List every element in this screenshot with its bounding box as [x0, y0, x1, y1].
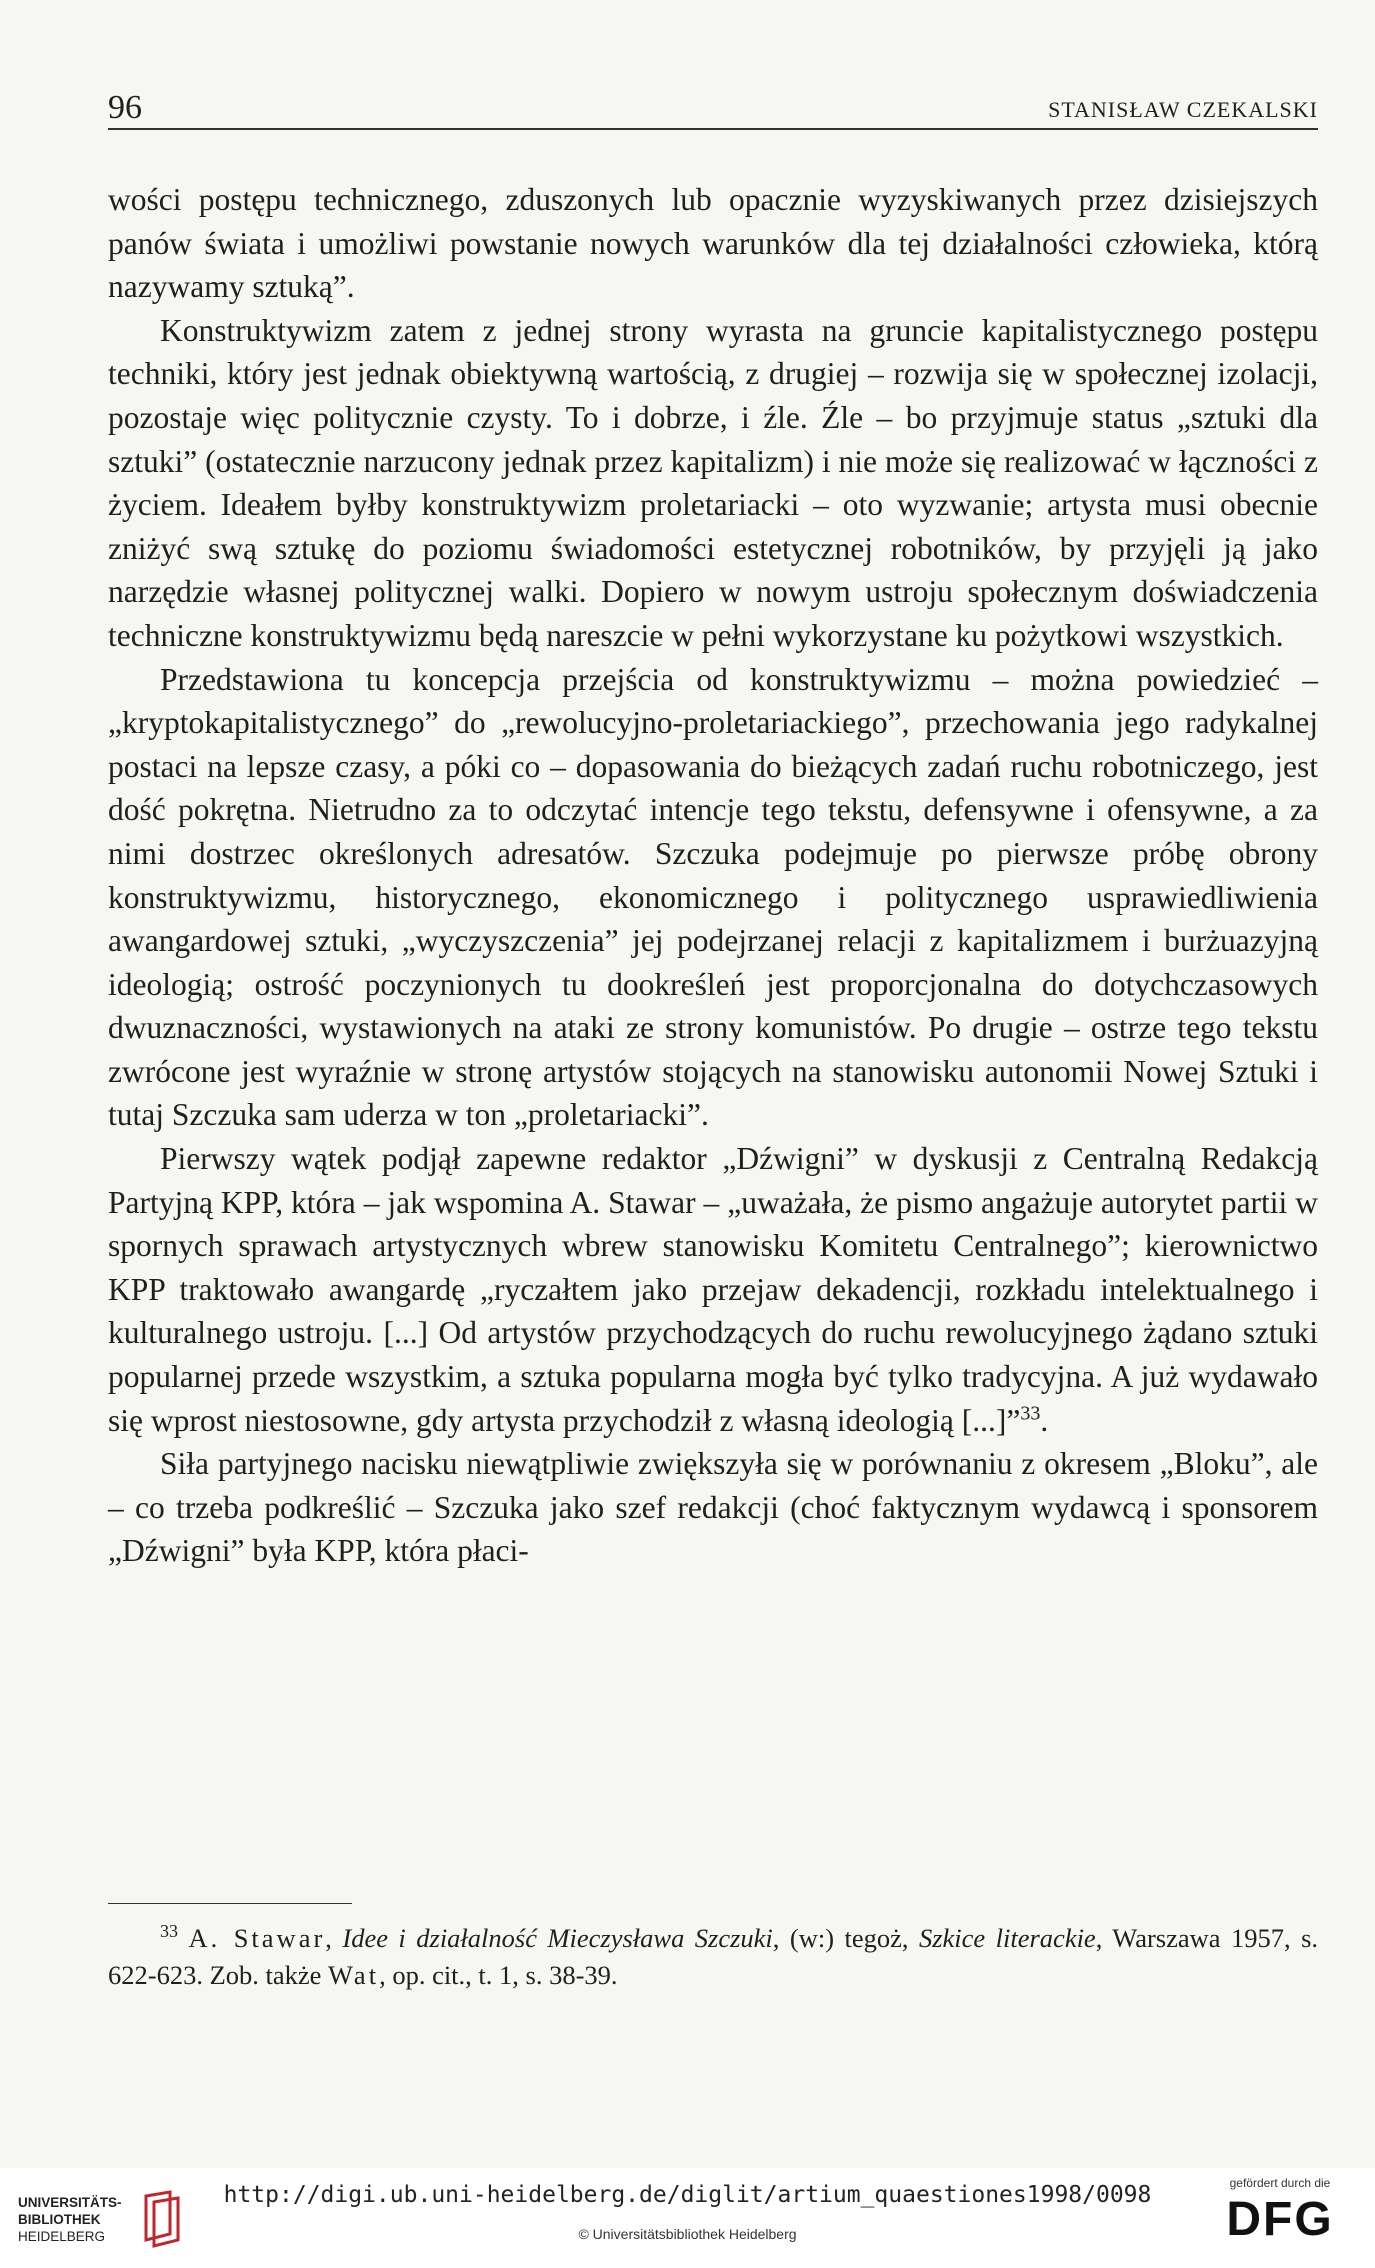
footnote-text-4: , op. cit., t. 1, s. 38-39. — [379, 1960, 618, 1990]
library-name-line-2: BIBLIOTHEK — [18, 2212, 101, 2227]
paragraph-2: Konstruktywizm zatem z jednej strony wyrasta na gruncie kapitalistycznego postępu techniki, który jest jednak obiektywną wartością, z drugiej – rozwija się w społecznej izolacji, pozostaje więc politycznie czysty. To i dobrze, i źle. Źle – bo przyjmuje status „sztuki dla sztuki” (ostatecznie narzucony jednak przez kapitalizm) i nie może się realizować w łączności z życiem. Ideałem byłby konstruktywizm proletariacki – oto wyzwanie; artysta musi obecnie zniżyć swą sztukę do poziomu świadomości estetycznej robotników, by przyjęli ją jako narzędzie własnej politycznej walki. Dopiero w nowym ustroju społecznym doświadczenia techniczne konstruktywizmu będą nareszcie w pełni wykorzystane ku pożytkowi wszystkich. — [108, 312, 1318, 653]
footnote-rule — [108, 1903, 352, 1904]
body-text — [108, 178, 1318, 1573]
dfg-caption: gefördert durch die — [1229, 2176, 1331, 2190]
footnote-title-1: Idee i działalność Mieczysława Szczuki — [342, 1923, 773, 1953]
paragraph-4-end: . — [1040, 1402, 1049, 1438]
footnote-author-2: Wat — [328, 1960, 380, 1990]
paragraph-3: Przedstawiona tu koncepcja przejścia od konstruktywizmu – można powiedzieć – „kryptokapitalistycznego” do „rewolucyjno-proletariackiego”, przechowania jego radykalnej postaci na lepsze czasy, a póki co – dopasowania do bieżących zadań ruchu robotniczego, jest dość pokrętna. Nietrudno za to odczytać intencje tego tekstu, defensywne i ofensywne, a za nimi dostrzec określonych adresatów. Szczuka podejmuje po pierwsze próbę obrony konstruktywizmu, historycznego, ekonomicznego i politycznego usprawiedliwienia awangardowej sztuki, „wyczyszczenia” jej podejrzanej relacji z kapitalizmem i burżuazyjną ideologią; ostrość poczynionych tu dookreśleń jest proporcjonalna do dotychczasowych dwuznaczności, wystawionych na ataki ze strony komunistów. Po drugie – ostrze tego tekstu zwrócone jest wyraźnie w stronę artystów stojących na stanowisku autonomii Nowej Sztuki i tutaj Szczuka sam uderza w ton „proletariacki”. — [108, 661, 1318, 1133]
paragraph-5: Siła partyjnego nacisku niewątpliwie zwiększyła się w porównaniu z okresem „Bloku”, ale – co trzeba podkreślić – Szczuka jako szef redakcji (choć faktycznym wydawcą i sponsorem „Dźwigni” była KPP, która płaci- — [108, 1446, 1318, 1569]
footnote-text-2: , (w:) tegoż, — [772, 1923, 919, 1953]
paragraph-1: wości postępu technicznego, zduszonych lub opacznie wyzyskiwanych przez dzisiejszych panów świata i umożliwi powstanie nowych warunków dla tej działalności człowieka, którą nazywamy sztuką”. — [108, 182, 1318, 305]
library-name-line-1: UNIVERSITÄTS- — [18, 2195, 122, 2210]
digitization-footer — [0, 2168, 1375, 2268]
paragraph-4 — [108, 1137, 1318, 1442]
library-name-line-3: HEIDELBERG — [18, 2229, 106, 2244]
source-url[interactable]: http://digi.ub.uni-heidelberg.de/diglit/artium_quaestiones1998/0098 — [223, 2182, 1152, 2208]
running-head — [108, 88, 1318, 130]
running-author: STANISŁAW CZEKALSKI — [1048, 97, 1318, 122]
copyright: © Universitätsbibliothek Heidelberg — [578, 2226, 797, 2242]
footnote-text-1: , — [325, 1923, 343, 1953]
dfg-wordmark: DFG — [1226, 2193, 1334, 2246]
footnote-ref-33[interactable]: 33 — [1020, 1402, 1041, 1425]
footnote-33 — [108, 1920, 1318, 1994]
footnote-number: 33 — [160, 1921, 178, 1942]
dfg-logo[interactable] — [1215, 2176, 1345, 2260]
footnote-title-2: Szkice literackie — [918, 1923, 1096, 1953]
footnote-author: A. Stawar — [188, 1923, 326, 1953]
paragraph-4-text: Pierwszy wątek podjął zapewne redaktor „Dźwigni” w dyskusji z Centralną Redakcją Partyjną KPP, która – jak wspomina A. Stawar – „uważała, że pismo angażuje autorytet partii w spornych sprawach artystycznych wbrew stanowisku Komitetu Centralnego”; kierownictwo KPP traktowało awangardę „ryczałtem jako przejaw dekadencji, rozkładu intelektualnego i kulturalnego ustroju. [...] Od artystów przychodzących do ruchu rewolucyjnego żądano sztuki popularnej przede wszystkim, a sztuka popularna mogła być tylko tradycyjna. A już wydawało się wprost niestosowne, gdy artysta przychodził z własną ideologią [...]” — [108, 1141, 1318, 1438]
page-number: 96 — [108, 89, 142, 126]
footnote-text-3: , Warszawa 1957, s. 622-623. Zob. także — [108, 1923, 1319, 1990]
